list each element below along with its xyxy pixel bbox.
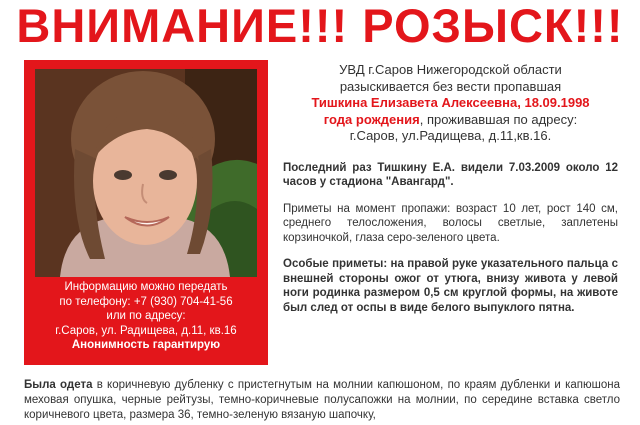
intro-block <box>283 62 618 145</box>
special-marks: Особые приметы: на правой руке указательного пальца с внешней стороны ожог от утюга, внизу живота у левой ноги родинка размером 0,5 см круглой формы, на животе был след от оспы в виде белого выпуклого пятна. <box>283 258 618 314</box>
photo-contact-panel <box>24 60 268 365</box>
intro-line-1: УВД г.Саров Нижегородской области <box>339 62 562 77</box>
residence-address: г.Саров, ул.Радищева, д.11,кв.16. <box>349 128 552 143</box>
birth-label: года рождения <box>323 111 420 127</box>
anonymity-note: Анонимность гарантирую <box>71 339 221 351</box>
contact-info <box>24 280 268 353</box>
contact-phone: по телефону: +7 (930) 704-41-56 <box>59 295 233 308</box>
contact-address: г.Саров, ул. Радищева, д.11, кв.16 <box>55 324 237 337</box>
missing-girl-photo <box>35 69 257 277</box>
description: Приметы на момент пропажи: возраст 10 лет, рост 140 см, среднего телосложения, волосы светлые, заплетены корзиночкой, глаза серо-зеленого цвета. <box>283 202 618 244</box>
residence-label: , проживавшая по адресу: <box>419 111 578 127</box>
missing-person-name: Тишкина Елизавета Алексеевна, 18.09.1998 <box>311 95 590 110</box>
details-column <box>283 62 618 315</box>
intro-line-2: разыскивается без вести пропавшая <box>339 78 562 94</box>
last-seen: Последний раз Тишкину Е.А. видели 7.03.2009 около 12 часов у стадиона "Авангард". <box>283 161 618 188</box>
contact-line-1: Информацию можно передать <box>64 281 228 293</box>
clothing-description <box>24 378 620 423</box>
clothing-label: Была одета <box>24 379 93 391</box>
contact-line-3: или по адресу: <box>106 310 186 322</box>
headline: ВНИМАНИЕ!!! РОЗЫСК!!! <box>16 0 624 52</box>
clothing-text: в коричневую дубленку с пристегнутым на молнии капюшоном, по краям дубленки и капюшона меховая опушка, черные рейтузы, темно-коричневые полусапожки на молнии, по середине вставка светло коричневого цвета, размера 36, темно-зеленую вязаную шапочку, <box>24 379 620 421</box>
